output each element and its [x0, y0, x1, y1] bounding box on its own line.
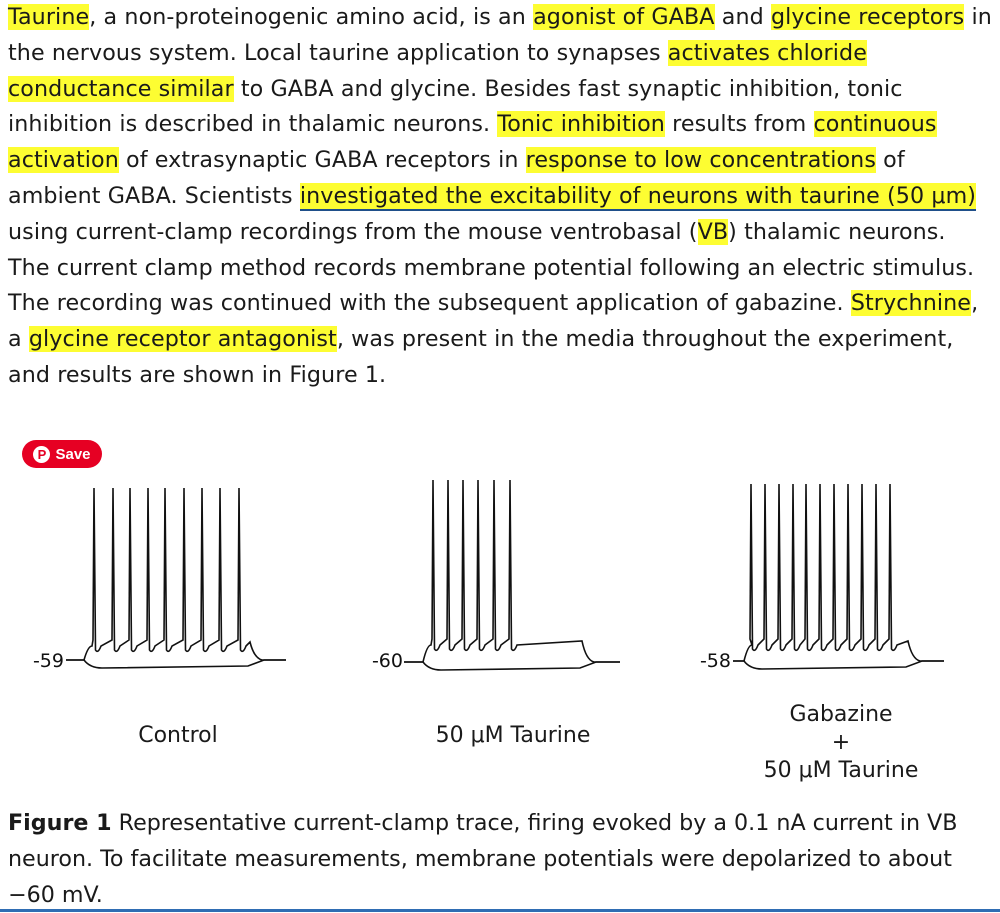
highlighted-phrase: glycine receptors	[770, 4, 965, 30]
highlighted-phrase: investigated the excitability of neurons with taurine (50 μm)	[299, 182, 977, 209]
resting-potential-gabazine: -58	[699, 650, 731, 672]
passage-segment: , a	[8, 290, 979, 353]
save-button-label: Save	[55, 445, 91, 463]
highlighted-phrase: activates chloride conductance similar	[8, 39, 867, 102]
panel-label-control: Control	[138, 723, 218, 748]
hyperpolarizing-trace	[733, 661, 944, 669]
panel-label-gabazine-line1: Gabazine	[789, 702, 893, 727]
caption-text: Representative current-clamp trace, firing evoked by a 0.1 nA current in VB neuron. To facilitate measurements, membrane potentials were depolarized to about −60 mV.	[8, 810, 958, 908]
highlighted-phrase: continuous activation	[8, 111, 937, 174]
hyperpolarizing-trace	[404, 662, 620, 670]
resting-potential-taurine: -60	[371, 650, 403, 672]
highlighted-phrase: Taurine	[8, 4, 90, 30]
highlighted-phrase: glycine receptor antagonist	[28, 326, 337, 353]
passage-segment: results from	[664, 111, 814, 138]
panel-label-taurine: 50 μM Taurine	[435, 723, 591, 748]
panel-label-gabazine-line3: 50 μM Taurine	[763, 758, 919, 783]
highlighted-phrase: response to low concentrations	[525, 147, 876, 174]
passage-segment: using current-clamp recordings from the mouse ventrobasal (	[8, 218, 698, 245]
bottom-divider	[0, 909, 1000, 912]
panel-label-gabazine	[741, 701, 941, 785]
pinterest-save-button[interactable]	[22, 440, 102, 468]
resting-potential-control: -59	[32, 650, 64, 672]
spiking-trace	[404, 480, 620, 662]
passage-segment: , was present in the media throughout the experiment, and results are shown in Figure 1.	[8, 326, 954, 388]
trace-control	[66, 488, 286, 668]
spiking-trace	[733, 484, 944, 661]
figure-caption	[8, 806, 988, 913]
panel-label-gabazine-line2: +	[831, 730, 851, 755]
highlighted-phrase: VB	[697, 218, 729, 245]
caption-label: Figure 1	[8, 810, 112, 836]
passage-text	[8, 0, 993, 394]
trace-taurine	[404, 480, 620, 670]
passage-segment: to GABA and glycine. Besides fast synaptic inhibition, tonic inhibition is described in thalamic neurons.	[8, 75, 903, 138]
passage-segment: and	[714, 4, 771, 30]
highlighted-phrase: Strychnine	[850, 290, 972, 317]
passage-segment: in the nervous system. Local taurine application to synapses	[8, 4, 992, 66]
trace-gabazine	[733, 484, 944, 669]
passage-segment: of extrasynaptic GABA receptors in	[118, 147, 526, 174]
passage-segment: , a non-proteinogenic amino acid, is an	[89, 4, 534, 30]
figure-1	[0, 470, 1000, 790]
spiking-trace	[66, 488, 286, 660]
hyperpolarizing-trace	[66, 660, 286, 668]
highlighted-phrase: Tonic inhibition	[497, 111, 665, 138]
highlighted-phrase: agonist of GABA	[533, 4, 715, 30]
passage-segment: of ambient GABA. Scientists	[8, 147, 905, 209]
pinterest-icon: P	[33, 446, 50, 463]
passage-segment: ) thalamic neurons. The current clamp method records membrane potential following an electric stimulus. The recording was continued with the subsequent application of gabazine.	[8, 218, 975, 317]
